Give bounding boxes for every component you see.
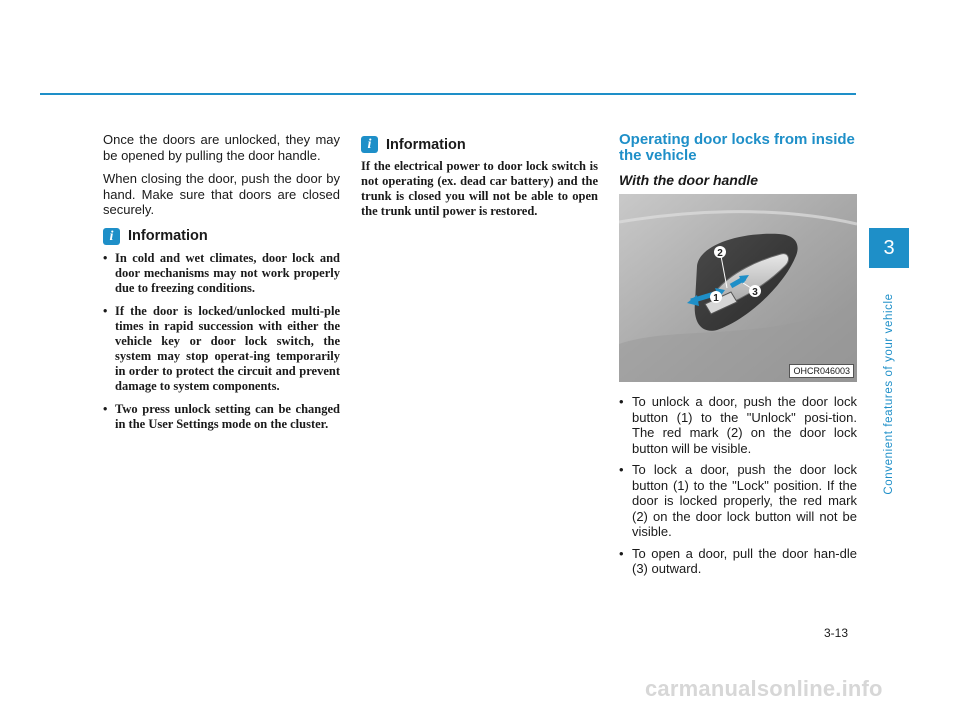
chapter-label: Convenient features of your vehicle: [883, 293, 895, 495]
information-icon: i: [361, 136, 378, 153]
figure-code: OHCR046003: [789, 364, 854, 378]
information-header: [103, 228, 340, 245]
information-icon: i: [103, 228, 120, 245]
trunk-information-text: If the electrical power to door lock switch is not operating (ex. dead car battery) and the trunk is closed you will not be able to open the trunk until power is restored.: [361, 159, 598, 218]
information-list: [103, 251, 340, 432]
instruction-list: [619, 394, 857, 577]
column-1: [103, 132, 340, 440]
column-2: [361, 132, 598, 219]
door-handle-figure: [619, 194, 857, 382]
information-item: • If the door is locked/unlocked multi-ple times in rapid succession with either the vehicle key or door lock switch, the system may stop operat-ing temporarily in order to protect the circuit and prevent damage to system components.: [103, 304, 340, 394]
paragraph-unlock: Once the doors are unlocked, they may be opened by pulling the door handle.: [103, 132, 340, 163]
watermark: carmanualsonline.info: [645, 676, 883, 701]
door-handle-illustration: [619, 194, 857, 382]
callout-1: 1: [713, 293, 719, 304]
callout-3: 3: [752, 287, 758, 298]
instruction-item: • To open a door, pull the door han-dle (3) outward.: [619, 546, 857, 577]
paragraph-closing: When closing the door, push the door by hand. Make sure that doors are closed securely.: [103, 171, 340, 217]
subsection-title: With the door handle: [619, 172, 759, 188]
section-title: Operating door locks from inside the vehicle: [619, 131, 855, 164]
information-title: Information: [386, 136, 466, 153]
instruction-item: • To unlock a door, push the door lock button (1) to the "Unlock" posi-tion. The red mark (2) on the door lock button will be visible.: [619, 394, 857, 456]
information-item: • In cold and wet climates, door lock and door mechanisms may not work properly due to freezing conditions.: [103, 251, 340, 296]
header-rule: [40, 93, 856, 95]
chapter-tab: 3: [869, 228, 909, 268]
information-item: • Two press unlock setting can be changed in the User Settings mode on the cluster.: [103, 402, 340, 432]
page-number: 3-13: [824, 626, 849, 640]
information-header: [361, 136, 598, 153]
column-3: [619, 132, 857, 583]
callout-2: 2: [717, 248, 723, 259]
information-title: Information: [128, 228, 208, 244]
instruction-item: • To lock a door, push the door lock button (1) to the "Lock" position. If the door is locked properly, the red mark (2) on the door lock button will not be visible.: [619, 462, 857, 540]
